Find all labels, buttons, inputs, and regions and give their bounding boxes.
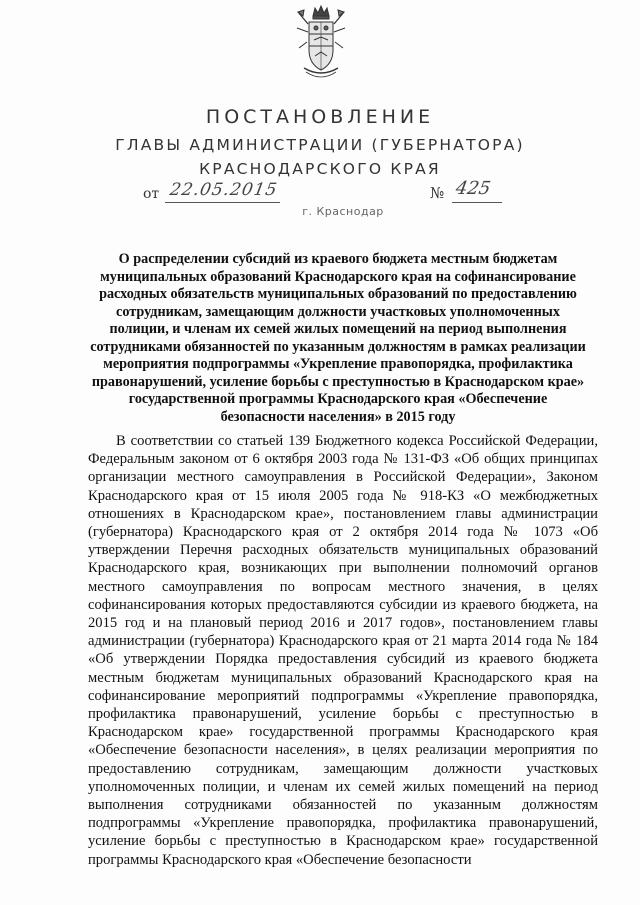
document-title: О распределении субсидий из краевого бюджета местным бюджетам муниципальных образований Краснодарского края на софинансирование расходных обязательств муниципальных образований по предоставлению сотрудникам, замещающим должности участковых уполномоченных полиции, и членам их семей жилых помещений на период выполнения сотрудниками обязанностей по указанным должностям в рамках реализации мероприятия подпрограммы «Укрепление правопорядка, профилактика правонарушений, усиление борьбы с преступностью в Краснодарском крае» государственной программы Краснодарского края «Обеспечение безопасности населения» в 2015 году xyxy=(90,251,586,425)
issuer-heading: ГЛАВЫ АДМИНИСТРАЦИИ (ГУБЕРНАТОРА) xyxy=(115,136,525,154)
krasnodar-coat-of-arms-icon xyxy=(296,4,346,82)
document-type-heading: ПОСТАНОВЛЕНИЕ xyxy=(205,106,435,128)
date-label: от xyxy=(143,186,160,202)
handwritten-date: 22.05.2015 xyxy=(168,180,280,200)
number-label: № xyxy=(430,184,445,202)
city-label: г. Краснодар xyxy=(302,205,384,218)
body-paragraph: В соответствии со статьей 139 Бюджетного кодекса Российской Федерации, Федеральным законом от 6 октября 2003 года № 131-ФЗ «Об общих принципах организации местного самоуправления в Российской Федерации», Законом Краснодарского края от 15 июля 2005 года № 918-КЗ «О межбюджетных отношениях в Краснодарском крае», постановлением главы администрации (губернатора) Краснодарского края от 2 октября 2014 года № 1073 «Об утверждении Перечня расходных обязательств муниципальных образований Краснодарского края, возникающих при выполнении полномочий органов местного самоуправления по вопросам местного значения, в целях софинансирования которых предоставляются субсидии из краевого бюджета, на 2015 год и на плановый период 2016 и 2017 годов», постановлением главы администрации (губернатора) Краснодарского края от 21 марта 2014 года № 184 «Об утверждении Порядка предоставления субсидий из краевого бюджета местным бюджетам муниципальных образований Краснодарского края на софинансирование мероприятий подпрограммы «Укрепление правопорядка, профилактика правонарушений, усиление борьбы с преступностью в Краснодарском крае» государственной программы Краснодарского края «Обеспечение безопасности населения», в целях реализации мероприятия по предоставлению сотрудникам, замещающим должности участковых уполномоченных полиции, и членам их семей жилых помещений на период выполнения сотрудниками обязанностей по указанным должностям подпрограммы «Укрепление правопорядка, профилактика правонарушений, усиление борьбы с преступностью в Краснодарском крае» государственной программы Краснодарского края «Обеспечение безопасности xyxy=(88,433,598,868)
date-underline xyxy=(165,202,280,203)
region-heading: КРАСНОДАРСКОГО КРАЯ xyxy=(199,160,441,178)
number-underline xyxy=(452,202,502,203)
handwritten-number: 425 xyxy=(454,178,493,199)
